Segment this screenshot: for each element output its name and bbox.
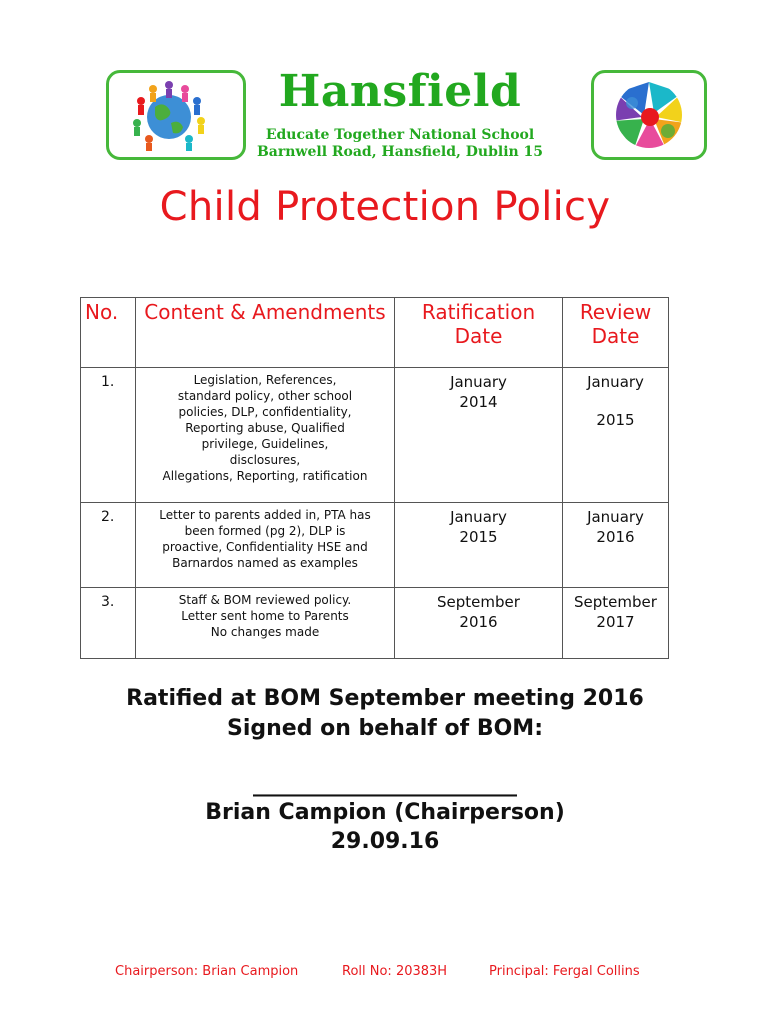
table-row [81, 503, 669, 588]
row-content [136, 368, 395, 503]
educate-together-logo [591, 70, 707, 160]
review-date [563, 588, 669, 659]
header-no: No. [81, 298, 136, 368]
review-date [563, 368, 669, 503]
content-line: been formed (pg 2), DLP is [184, 524, 346, 538]
content-line: disclosures, [229, 453, 301, 467]
date-line: September [437, 593, 520, 611]
date-line: 2016 [459, 613, 498, 631]
ratification-date [395, 588, 563, 659]
ratification-date [395, 368, 563, 503]
content-line: policies, DLP, confidentiality, [178, 405, 352, 419]
date-line: January [587, 508, 644, 526]
content-line: No changes made [210, 625, 320, 639]
row-content [136, 503, 395, 588]
signatory-name: Brian Campion (Chairperson) [205, 800, 565, 825]
content-line: Allegations, Reporting, ratification [162, 469, 368, 483]
date-line: 2015 [596, 411, 635, 429]
row-number: 3. [81, 588, 136, 659]
content-line: Reporting abuse, Qualified [185, 421, 345, 435]
row-number: 1. [81, 368, 136, 503]
signature-date: 29.09.16 [330, 829, 440, 854]
header-content: Content & Amendments [136, 298, 395, 368]
table-row [81, 588, 669, 659]
policy-table [80, 297, 669, 659]
school-address: Barnwell Road, Hansfield, Dublin 15 [256, 144, 544, 160]
date-line: 2017 [596, 613, 635, 631]
content-line: proactive, Confidentiality HSE and [162, 540, 368, 554]
footer-chairperson: Chairperson: Brian Campion [115, 964, 299, 979]
date-line: January [587, 373, 644, 391]
table-row [81, 368, 669, 503]
date-line: 2015 [459, 528, 498, 546]
date-line: 2016 [596, 528, 635, 546]
footer-principal: Principal: Fergal Collins [489, 964, 640, 979]
footer-roll-number: Roll No: 20383H [342, 964, 448, 979]
content-line: Letter to parents added in, PTA has [159, 508, 371, 522]
row-content [136, 588, 395, 659]
colorful-circle-icon [594, 73, 704, 157]
content-line: standard policy, other school [177, 389, 353, 403]
date-line: 2014 [459, 393, 498, 411]
review-date [563, 503, 669, 588]
signature-line: ________________________ [253, 772, 517, 797]
ratified-statement: Ratified at BOM September meeting 2016 [126, 686, 644, 711]
table-header-row [81, 298, 669, 368]
content-line: Legislation, References, [193, 373, 337, 387]
content-line: Letter sent home to Parents [181, 609, 349, 623]
date-line: September [574, 593, 657, 611]
date-line: January [450, 508, 507, 526]
school-motto: Educate Together National School [265, 127, 535, 143]
page-title: Child Protection Policy [159, 184, 611, 230]
header-ratification-date: Ratification Date [395, 298, 563, 368]
ratification-date [395, 503, 563, 588]
row-number: 2. [81, 503, 136, 588]
content-line: Barnardos named as examples [172, 556, 358, 570]
header-review-date: Review Date [563, 298, 669, 368]
content-line: Staff & BOM reviewed policy. [178, 593, 352, 607]
signed-on-behalf: Signed on behalf of BOM: [226, 716, 543, 741]
content-line: privilege, Guidelines, [201, 437, 329, 451]
date-line: January [450, 373, 507, 391]
school-name: Hansfield [278, 66, 522, 117]
